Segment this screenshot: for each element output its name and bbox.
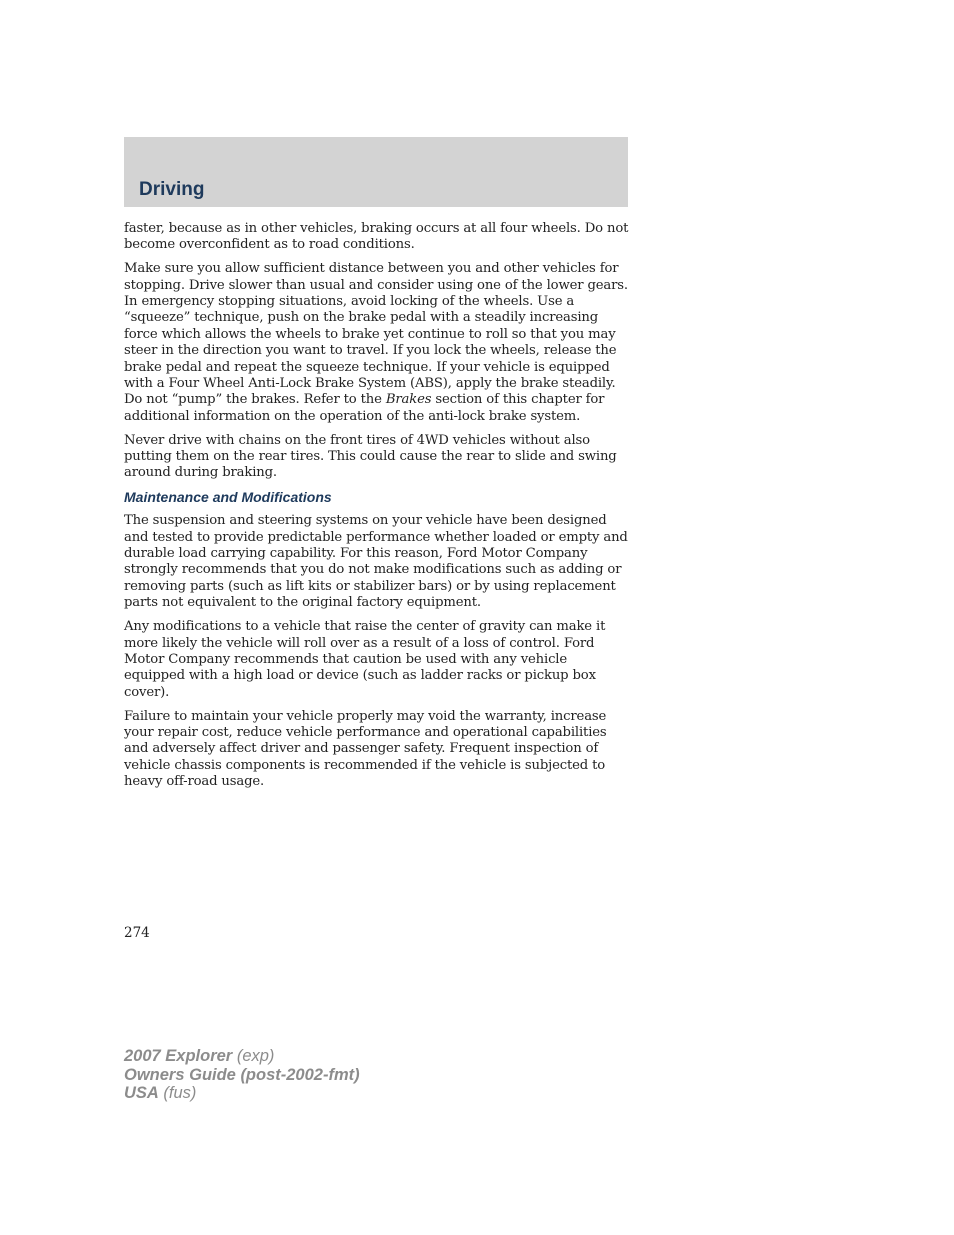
section-title: Driving bbox=[139, 179, 205, 200]
paragraph-stopping-distance bbox=[124, 261, 630, 425]
footer-market: USA bbox=[124, 1084, 159, 1102]
document-footer bbox=[124, 1047, 360, 1103]
footer-guide: Owners Guide (post-2002-fmt) bbox=[124, 1065, 360, 1084]
subheading-maintenance: Maintenance and Modifications bbox=[124, 489, 332, 506]
footer-line-guide bbox=[124, 1066, 360, 1085]
paragraph-tire-chains: Never drive with chains on the front tires of 4WD vehicles without also putting them on the rear tires. This could cause the rear to slide and swing around during braking. bbox=[124, 432, 617, 481]
paragraph-suspension: The suspension and steering systems on your vehicle have been designed and tested to provide predictable performance whether loaded or empty and durable load carrying capability. For this reason, Ford Motor Company strongly recommends that you do not make modifications such as adding or removing parts (such as lift kits or stabilizer bars) or by using replacement parts not equivalent to the original factory equipment. bbox=[124, 513, 628, 611]
page-number: 274 bbox=[124, 925, 150, 941]
paragraph-text: Make sure you allow sufficient distance between you and other vehicles for stopping. Drive slower than usual and consider using one of the lower gears. In emergency stopping situations, avoid locking of the wheels. Use a “squeeze” technique, push on the brake pedal with a steadily increasing force which allows the wheels to brake yet continue to roll so that you may steer in the direction you want to travel. If you lock the wheels, release the brake pedal and repeat the squeeze technique. If your vehicle is equipped with a Four Wheel Anti-Lock Brake System (ABS), apply the brake steadily. Do not “pump” the brakes. Refer to the bbox=[124, 261, 628, 408]
brakes-reference: Brakes bbox=[385, 392, 432, 408]
paragraph-center-of-gravity: Any modifications to a vehicle that raise the center of gravity can make it more likely the vehicle will roll over as a result of a loss of control. Ford Motor Company recommends that caution be used with any vehicle equipped with a high load or device (such as ladder racks or pickup box cover). bbox=[124, 619, 606, 700]
footer-line-model bbox=[124, 1047, 360, 1066]
footer-model-code: (exp) bbox=[232, 1047, 275, 1065]
footer-model: 2007 Explorer bbox=[124, 1047, 233, 1065]
footer-market-code: (fus) bbox=[158, 1084, 197, 1102]
body-content bbox=[124, 221, 630, 798]
paragraph-text: section of this chapter for additional information on the operation of the anti-lock brake system. bbox=[124, 392, 605, 424]
paragraph-maintenance-warranty: Failure to maintain your vehicle properly may void the warranty, increase your repair cost, reduce vehicle performance and operational capabilities and adversely affect driver and passenger safety. Frequent inspection of vehicle chassis components is recommended if the vehicle is subjected to heavy off-road usage. bbox=[124, 708, 607, 790]
section-header-band bbox=[124, 137, 628, 207]
paragraph-braking-conditions: faster, because as in other vehicles, braking occurs at all four wheels. Do not become overconfident as to road conditions. bbox=[124, 221, 629, 253]
footer-line-market bbox=[124, 1084, 360, 1103]
